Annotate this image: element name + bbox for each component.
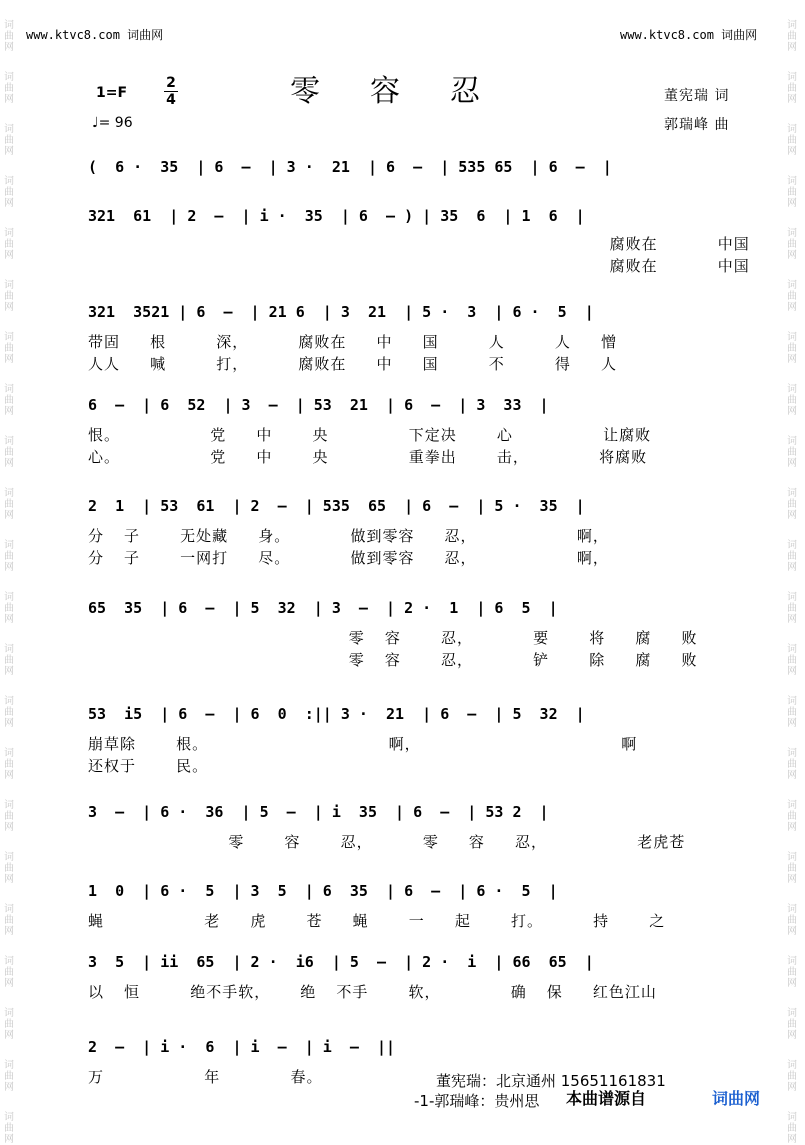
- watermark-text: 词 曲 网: [787, 124, 797, 157]
- lyric-line: 腐败在 中国: [88, 235, 750, 253]
- watermark-text: 词 曲 网: [4, 592, 14, 625]
- watermark-text: 词 曲 网: [787, 1060, 797, 1093]
- watermark-text: 词 曲 网: [787, 540, 797, 573]
- lyric-line: 零 容 忍， 铲 除 腐 败: [88, 651, 698, 669]
- watermark-text: 词 曲 网: [787, 20, 797, 53]
- composer-credit: 郭瑞峰 曲: [664, 117, 730, 133]
- watermark-text: 词 曲 网: [4, 852, 14, 885]
- watermark-text: 词 曲 网: [787, 488, 797, 521]
- notation-line: 65 35 | 6 — | 5 32 | 3 — | 2 · 1 | 6 5 |: [88, 599, 558, 617]
- watermark-text: 词 曲 网: [787, 852, 797, 885]
- key-signature: 1=F: [96, 85, 128, 101]
- watermark-text: 词 曲 网: [787, 72, 797, 105]
- watermark-text: 词 曲 网: [4, 1060, 14, 1093]
- watermark-text: 词 曲 网: [787, 436, 797, 469]
- watermark-text: 词 曲 网: [4, 488, 14, 521]
- watermark-text: 词 曲 网: [4, 124, 14, 157]
- lyric-line: 万 年 春。: [88, 1068, 323, 1086]
- watermark-text: 词 曲 网: [4, 228, 14, 261]
- lyric-line: 以 恒 绝不手软， 绝 不手 软， 确 保 红色江山: [88, 983, 657, 1001]
- watermark-text: 词 曲 网: [4, 20, 14, 53]
- footer-contact-1: 董宪瑞：北京通州 15651161831: [436, 1072, 666, 1090]
- watermark-text: 词 曲 网: [4, 436, 14, 469]
- watermark-text: 词 曲 网: [787, 384, 797, 417]
- watermark-text: 词 曲 网: [4, 800, 14, 833]
- notation-line: 3 — | 6 · 36 | 5 — | i 35 | 6 — | 53 2 |: [88, 803, 549, 821]
- watermark-text: 词 曲 网: [787, 1008, 797, 1041]
- lyric-line: 带固 根 深， 腐败在 中 国 人 人 憎: [88, 333, 617, 351]
- watermark-text: 词 曲 网: [787, 748, 797, 781]
- watermark-text: 词 曲 网: [4, 332, 14, 365]
- brand-logo[interactable]: 词曲网: [712, 1089, 761, 1108]
- left-watermark-strip: [0, 0, 22, 1145]
- lyric-line: 腐败在 中国: [88, 257, 750, 275]
- notation-line: 321 3521 | 6 — | 21 6 | 3 21 | 5 · 3 | 6 · 5 |: [88, 303, 594, 321]
- site-header-right[interactable]: www.ktvc8.com 词曲网: [620, 28, 758, 42]
- lyricist-credit: 董宪瑞 词: [664, 88, 730, 104]
- watermark-text: 词 曲 网: [4, 1008, 14, 1041]
- watermark-text: 词 曲 网: [787, 592, 797, 625]
- song-title: 零容忍: [290, 74, 530, 109]
- lyric-line: 蝇 老 虎 苍 蝇 一 起 打。 持 之: [88, 912, 666, 930]
- notation-line: 2 1 | 53 61 | 2 — | 535 65 | 6 — | 5 · 35 |: [88, 497, 585, 515]
- watermark-text: 词 曲 网: [4, 176, 14, 209]
- tempo-marking: ♩= 96: [92, 115, 133, 131]
- time-denominator: 4: [166, 92, 176, 108]
- lyric-line: 人人 喊 打， 腐败在 中 国 不 得 人: [88, 355, 617, 373]
- watermark-text: 词 曲 网: [787, 1112, 797, 1145]
- site-header-left[interactable]: www.ktvc8.com 词曲网: [26, 28, 164, 42]
- lyric-line: 心。 党 中 央 重拳出 击， 将腐败: [88, 448, 648, 466]
- notation-line: 3 5 | ii 65 | 2 · i6 | 5 — | 2 · i | 66 65 |: [88, 953, 594, 971]
- source-note: 本曲谱源自: [566, 1089, 647, 1108]
- lyric-line: 恨。 党 中 央 下定决 心 让腐败: [88, 426, 652, 444]
- lyric-line: 还权于 民。: [88, 757, 209, 775]
- watermark-text: 词 曲 网: [787, 696, 797, 729]
- time-signature: [164, 76, 178, 107]
- watermark-text: 词 曲 网: [787, 176, 797, 209]
- watermark-text: 词 曲 网: [787, 956, 797, 989]
- watermark-text: 词 曲 网: [4, 644, 14, 677]
- watermark-text: 词 曲 网: [787, 800, 797, 833]
- watermark-text: 词 曲 网: [4, 904, 14, 937]
- watermark-text: 词 曲 网: [787, 228, 797, 261]
- right-watermark-strip: [783, 0, 805, 1145]
- watermark-text: 词 曲 网: [4, 956, 14, 989]
- watermark-text: 词 曲 网: [4, 1112, 14, 1145]
- watermark-text: 词 曲 网: [4, 540, 14, 573]
- lyric-line: 零 容 忍， 要 将 腐 败: [88, 629, 698, 647]
- watermark-text: 词 曲 网: [4, 748, 14, 781]
- notation-line: 1 0 | 6 · 5 | 3 5 | 6 35 | 6 — | 6 · 5 |: [88, 882, 558, 900]
- footer-contact-2: -1-郭瑞峰：贵州思: [414, 1092, 540, 1110]
- watermark-text: 词 曲 网: [4, 280, 14, 313]
- notation-line: 6 — | 6 52 | 3 — | 53 21 | 6 — | 3 33 |: [88, 396, 549, 414]
- lyric-line: 分 子 无处藏 身。 做到零容 忍， 啊，: [88, 527, 609, 545]
- lyric-line: 分 子 一网打 尽。 做到零容 忍， 啊，: [88, 549, 609, 567]
- notation-line: ( 6 · 35 | 6 — | 3 · 21 | 6 — | 535 65 | 6 — |: [88, 158, 612, 176]
- notation-line: 321 61 | 2 — | i · 35 | 6 — ) | 35 6 | 1 6 |: [88, 207, 585, 225]
- watermark-text: 词 曲 网: [787, 280, 797, 313]
- lyric-line: 崩草除 根。 啊， 啊: [88, 735, 638, 753]
- watermark-text: 词 曲 网: [4, 696, 14, 729]
- notation-line: 2 — | i · 6 | i — | i — ||: [88, 1038, 396, 1056]
- watermark-text: 词 曲 网: [787, 332, 797, 365]
- watermark-text: 词 曲 网: [4, 72, 14, 105]
- lyric-line: 零 容 忍， 零 容 忍， 老虎苍: [88, 833, 686, 851]
- watermark-text: 词 曲 网: [787, 644, 797, 677]
- time-numerator: 2: [166, 75, 176, 91]
- watermark-text: 词 曲 网: [787, 904, 797, 937]
- notation-line: 53 i5 | 6 — | 6 0 :|| 3 · 21 | 6 — | 5 32 |: [88, 705, 585, 723]
- watermark-text: 词 曲 网: [4, 384, 14, 417]
